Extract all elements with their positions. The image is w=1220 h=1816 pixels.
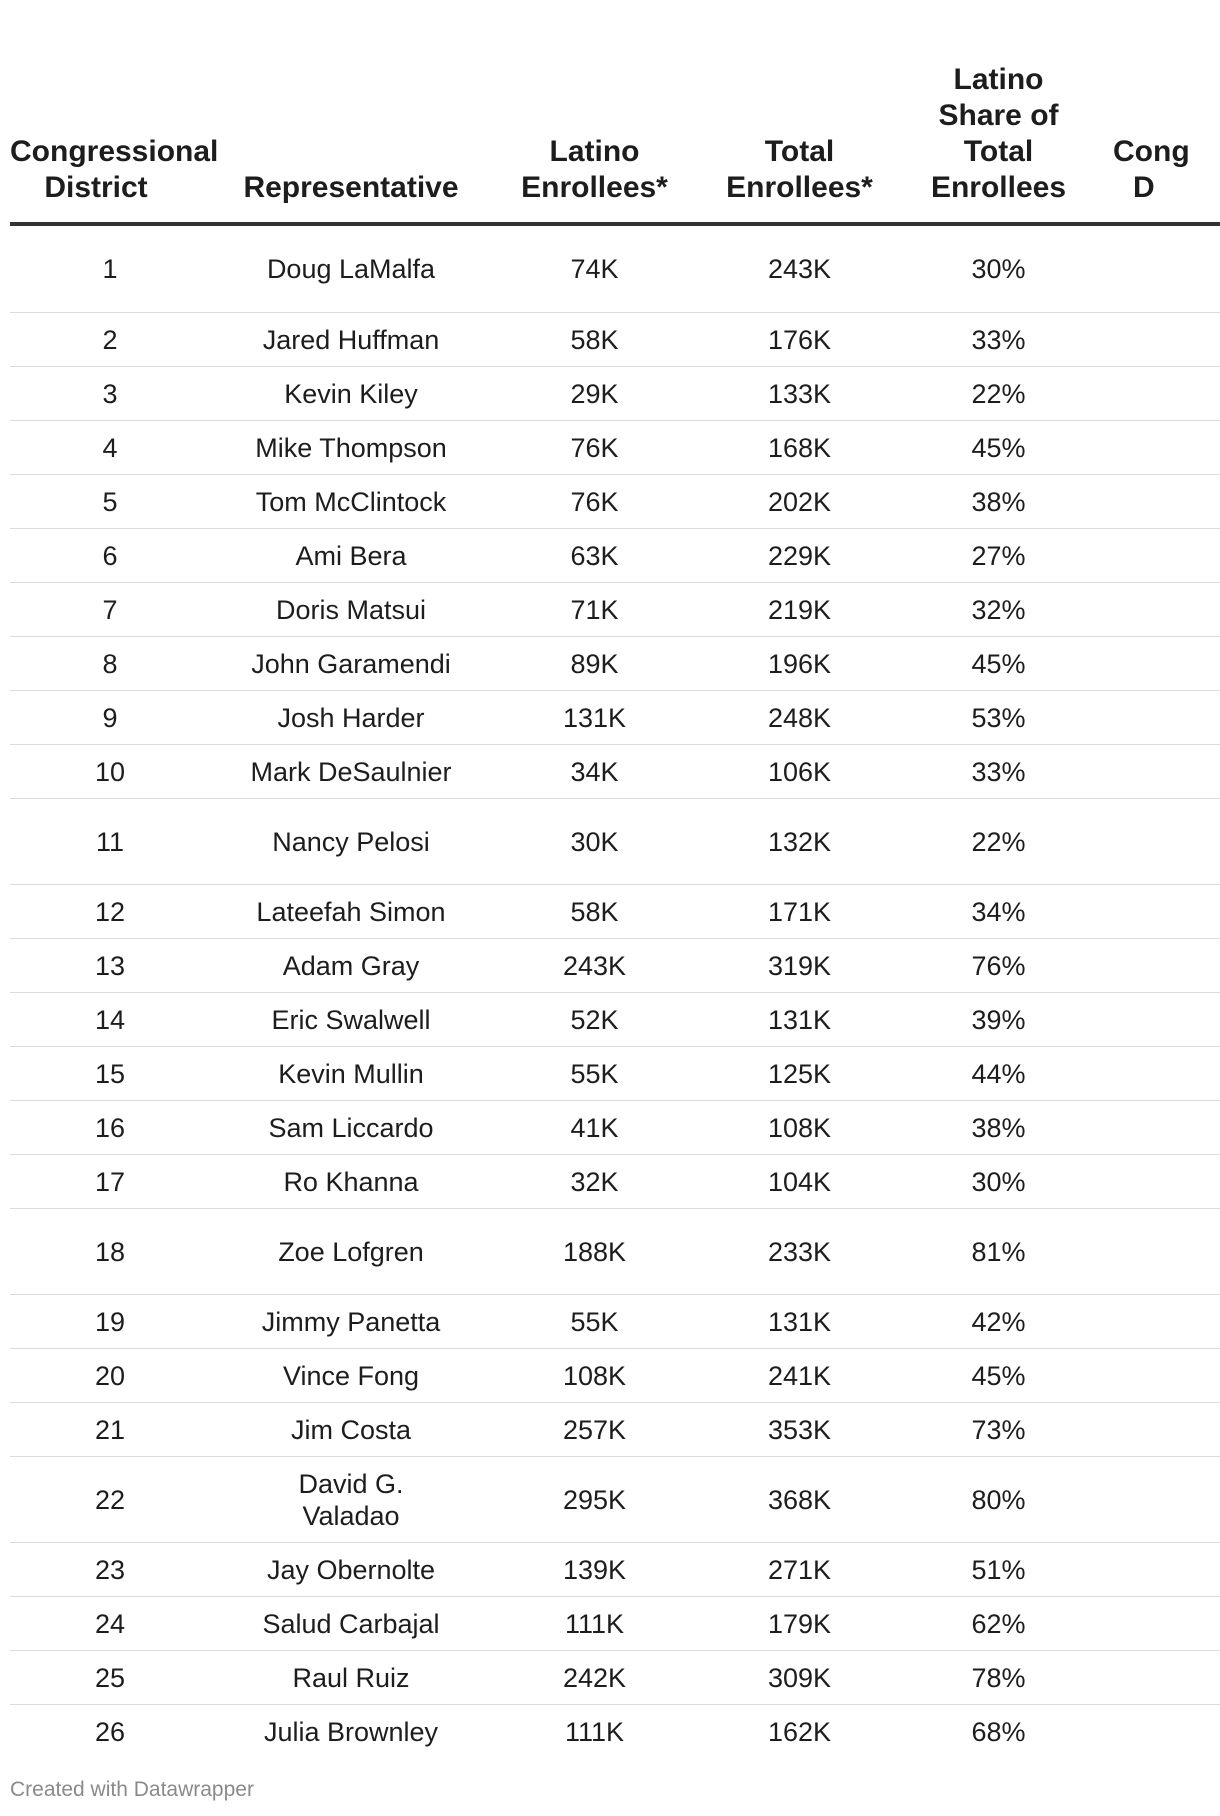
cell-next-partial xyxy=(1095,637,1220,691)
cell-next-partial xyxy=(1095,367,1220,421)
cell-district: 8 xyxy=(10,637,210,691)
table-row xyxy=(10,1651,1220,1705)
table-row xyxy=(10,1349,1220,1403)
cell-latino-share: 33% xyxy=(902,745,1095,799)
cell-next-partial xyxy=(1095,529,1220,583)
header-row xyxy=(10,0,1220,224)
cell-latino-share: 44% xyxy=(902,1047,1095,1101)
table-row xyxy=(10,885,1220,939)
cell-total-enrollees: 271K xyxy=(697,1543,902,1597)
enrollment-table-container xyxy=(10,0,1220,1758)
cell-representative: Mike Thompson xyxy=(210,421,492,475)
cell-representative: Nancy Pelosi xyxy=(210,799,492,885)
cell-next-partial xyxy=(1095,1209,1220,1295)
table-row xyxy=(10,939,1220,993)
cell-total-enrollees: 176K xyxy=(697,313,902,367)
cell-representative: Tom McClintock xyxy=(210,475,492,529)
table-row xyxy=(10,1209,1220,1295)
header-line: Latino xyxy=(549,135,640,168)
cell-representative: Julia Brownley xyxy=(263,1716,439,1747)
table-row xyxy=(10,745,1220,799)
cell-latino-enrollees: 29K xyxy=(492,367,697,421)
cell-district: 12 xyxy=(10,885,210,939)
header-line: Enrollees* xyxy=(521,171,668,204)
cell-next-partial xyxy=(1095,1155,1220,1209)
cell-district: 14 xyxy=(10,993,210,1047)
cell-latino-share: 76% xyxy=(902,939,1095,993)
cell-latino-enrollees: 55K xyxy=(492,1047,697,1101)
cell-representative: Josh Harder xyxy=(210,691,492,745)
cell-district: 3 xyxy=(10,367,210,421)
cell-latino-share: 32% xyxy=(902,583,1095,637)
cell-total-enrollees: 162K xyxy=(767,1716,832,1747)
header-line: Total xyxy=(963,135,1034,168)
cell-latino-enrollees: 257K xyxy=(492,1403,697,1457)
cell-total-enrollees: 131K xyxy=(697,1295,902,1349)
cell-total-enrollees: 133K xyxy=(697,367,902,421)
header-line: Latino xyxy=(953,63,1044,96)
table-row xyxy=(10,529,1220,583)
table-row xyxy=(10,224,1220,313)
cell-latino-enrollees: 30K xyxy=(492,799,697,885)
cell-next-partial xyxy=(1095,313,1220,367)
table-row xyxy=(10,1457,1220,1543)
cell-next-partial xyxy=(1095,1101,1220,1155)
cell-next-partial xyxy=(1095,1295,1220,1349)
cell-total-enrollees: 168K xyxy=(697,421,902,475)
cell-next-partial xyxy=(1095,993,1220,1047)
table-body xyxy=(10,224,1220,1758)
cell-representative: Kevin Mullin xyxy=(210,1047,492,1101)
cell-district: 19 xyxy=(10,1295,210,1349)
cell-latino-enrollees: 41K xyxy=(492,1101,697,1155)
cell-latino-enrollees: 76K xyxy=(492,421,697,475)
header-line: Enrollees xyxy=(930,171,1067,204)
cell-latino-share: 42% xyxy=(902,1295,1095,1349)
cell-latino-share: 51% xyxy=(902,1543,1095,1597)
table-row xyxy=(10,421,1220,475)
cell-total-enrollees: 131K xyxy=(697,993,902,1047)
cell-latino-enrollees: 63K xyxy=(492,529,697,583)
cell-representative: John Garamendi xyxy=(210,637,492,691)
cell-district: 13 xyxy=(10,939,210,993)
cell-latino-share: 45% xyxy=(902,1349,1095,1403)
cell-latino-enrollees: 58K xyxy=(492,313,697,367)
table-row xyxy=(10,1295,1220,1349)
cell-district: 22 xyxy=(10,1457,210,1543)
cell-next-partial xyxy=(1095,1349,1220,1403)
cell-district: 10 xyxy=(10,745,210,799)
cell-latino-enrollees: 55K xyxy=(492,1295,697,1349)
cell-latino-enrollees: 131K xyxy=(492,691,697,745)
table-row xyxy=(10,1403,1220,1457)
cell-district: 24 xyxy=(10,1597,210,1651)
cell-representative: Kevin Kiley xyxy=(210,367,492,421)
cell-latino-enrollees: 89K xyxy=(492,637,697,691)
cell-latino-enrollees: 76K xyxy=(492,475,697,529)
cell-total-enrollees: 104K xyxy=(697,1155,902,1209)
column-header-representative[interactable] xyxy=(210,0,492,224)
cell-total-enrollees: 125K xyxy=(697,1047,902,1101)
table-row xyxy=(10,313,1220,367)
cell-representative: Doris Matsui xyxy=(210,583,492,637)
cell-next-partial xyxy=(1095,1651,1220,1705)
cell-representative: Ami Bera xyxy=(210,529,492,583)
cell-district: 16 xyxy=(10,1101,210,1155)
cell-representative: Raul Ruiz xyxy=(210,1651,492,1705)
cell-latino-share: 30% xyxy=(902,1155,1095,1209)
table-row xyxy=(10,475,1220,529)
cell-total-enrollees: 106K xyxy=(697,745,902,799)
cell-total-enrollees: 353K xyxy=(697,1403,902,1457)
cell-district: 23 xyxy=(10,1543,210,1597)
cell-next-partial xyxy=(1095,421,1220,475)
cell-latino-enrollees: 71K xyxy=(492,583,697,637)
cell-representative: Mark DeSaulnier xyxy=(210,745,492,799)
cell-next-partial xyxy=(1095,1597,1220,1651)
cell-district: 9 xyxy=(10,691,210,745)
cell-district: 4 xyxy=(10,421,210,475)
cell-next-partial xyxy=(1095,1047,1220,1101)
table-row xyxy=(10,637,1220,691)
table-row xyxy=(10,993,1220,1047)
cell-total-enrollees: 171K xyxy=(697,885,902,939)
cell-representative: Adam Gray xyxy=(210,939,492,993)
table-row xyxy=(10,1101,1220,1155)
cell-latino-enrollees: 295K xyxy=(492,1457,697,1543)
cell-latino-share: 81% xyxy=(902,1209,1095,1295)
cell-next-partial xyxy=(1095,1457,1220,1543)
cell-total-enrollees: 132K xyxy=(697,799,902,885)
cell-latino-enrollees: 58K xyxy=(492,885,697,939)
header-line: Share of xyxy=(938,99,1059,132)
header-line: Total xyxy=(764,135,835,168)
cell-district: 25 xyxy=(10,1651,210,1705)
cell-district: 20 xyxy=(10,1349,210,1403)
cell-representative: Sam Liccardo xyxy=(210,1101,492,1155)
header-line: Representative xyxy=(243,171,459,204)
cell-total-enrollees: 229K xyxy=(697,529,902,583)
cell-total-enrollees: 196K xyxy=(697,637,902,691)
cell-district: 6 xyxy=(10,529,210,583)
cell-total-enrollees: 108K xyxy=(697,1101,902,1155)
cell-representative: Salud Carbajal xyxy=(210,1597,492,1651)
column-header-next-partial[interactable] xyxy=(1095,0,1220,224)
cell-latino-share: 30% xyxy=(902,224,1095,313)
cell-latino-share: 68% xyxy=(971,1716,1026,1747)
cell-latino-enrollees: 111K xyxy=(492,1597,697,1651)
cell-latino-enrollees: 52K xyxy=(492,993,697,1047)
cell-next-partial xyxy=(1095,1705,1220,1759)
cell-latino-enrollees: 243K xyxy=(492,939,697,993)
cell-latino-share: 73% xyxy=(902,1403,1095,1457)
cell-latino-enrollees: 139K xyxy=(492,1543,697,1597)
cell-latino-share: 78% xyxy=(902,1651,1095,1705)
cell-representative: Ro Khanna xyxy=(210,1155,492,1209)
cell-district: 5 xyxy=(10,475,210,529)
cell-next-partial xyxy=(1095,583,1220,637)
table-row xyxy=(10,691,1220,745)
cell-total-enrollees: 233K xyxy=(697,1209,902,1295)
cell-representative: Zoe Lofgren xyxy=(210,1209,492,1295)
cell-latino-enrollees: 108K xyxy=(492,1349,697,1403)
cell-latino-share: 62% xyxy=(902,1597,1095,1651)
cell-representative: Doug LaMalfa xyxy=(210,224,492,313)
cell-latino-share: 27% xyxy=(902,529,1095,583)
cell-total-enrollees: 248K xyxy=(697,691,902,745)
cell-latino-share: 33% xyxy=(902,313,1095,367)
cell-latino-share: 34% xyxy=(902,885,1095,939)
cell-district: 26 xyxy=(94,1716,126,1747)
cell-latino-share: 45% xyxy=(902,421,1095,475)
column-header-total-enrollees[interactable] xyxy=(697,0,902,224)
cell-district: 11 xyxy=(10,799,210,885)
cell-next-partial xyxy=(1095,475,1220,529)
cell-total-enrollees: 241K xyxy=(697,1349,902,1403)
cell-latino-enrollees: 74K xyxy=(492,224,697,313)
cell-next-partial xyxy=(1095,939,1220,993)
cell-representative: Vince Fong xyxy=(210,1349,492,1403)
cell-representative: Jimmy Panetta xyxy=(210,1295,492,1349)
header-line: D xyxy=(1133,171,1155,204)
cell-district: 15 xyxy=(10,1047,210,1101)
cell-representative: David G. Valadao xyxy=(210,1457,492,1543)
cell-next-partial xyxy=(1095,745,1220,799)
header-line: Cong xyxy=(1113,135,1190,168)
cell-total-enrollees: 202K xyxy=(697,475,902,529)
cell-next-partial xyxy=(1095,799,1220,885)
column-header-latino-enrollees[interactable] xyxy=(492,0,697,224)
cell-district: 21 xyxy=(10,1403,210,1457)
cell-latino-share: 39% xyxy=(902,993,1095,1047)
cell-latino-share: 53% xyxy=(902,691,1095,745)
cell-latino-share: 22% xyxy=(902,799,1095,885)
cell-total-enrollees: 309K xyxy=(697,1651,902,1705)
cell-district: 18 xyxy=(10,1209,210,1295)
column-header-district[interactable] xyxy=(10,0,219,224)
cell-district: 1 xyxy=(10,224,210,313)
table-row xyxy=(10,367,1220,421)
datawrapper-credit[interactable]: Created with Datawrapper xyxy=(10,1778,254,1801)
cell-representative: Lateefah Simon xyxy=(210,885,492,939)
cell-next-partial xyxy=(1095,224,1220,313)
column-header-latino-share[interactable] xyxy=(902,0,1095,224)
cell-next-partial xyxy=(1095,691,1220,745)
header-line: District xyxy=(44,171,148,204)
cell-next-partial xyxy=(1095,1403,1220,1457)
cell-total-enrollees: 219K xyxy=(697,583,902,637)
cell-representative: Jim Costa xyxy=(210,1403,492,1457)
cell-next-partial xyxy=(1095,885,1220,939)
cell-next-partial xyxy=(1095,1543,1220,1597)
enrollment-table xyxy=(10,0,1220,1758)
cell-representative: Jay Obernolte xyxy=(210,1543,492,1597)
cell-total-enrollees: 179K xyxy=(697,1597,902,1651)
table-header xyxy=(10,0,1220,224)
header-line: Enrollees* xyxy=(726,171,873,204)
cell-representative: Jared Huffman xyxy=(210,313,492,367)
cell-total-enrollees: 368K xyxy=(697,1457,902,1543)
cell-total-enrollees: 319K xyxy=(697,939,902,993)
cell-district: 7 xyxy=(10,583,210,637)
table-row xyxy=(10,1543,1220,1597)
cell-latino-enrollees: 32K xyxy=(492,1155,697,1209)
cell-representative: Eric Swalwell xyxy=(210,993,492,1047)
cell-latino-share: 22% xyxy=(902,367,1095,421)
cell-district: 2 xyxy=(10,313,210,367)
cell-latino-share: 80% xyxy=(902,1457,1095,1543)
cell-latino-enrollees: 34K xyxy=(492,745,697,799)
cell-latino-enrollees: 188K xyxy=(492,1209,697,1295)
cell-latino-share: 45% xyxy=(902,637,1095,691)
table-row xyxy=(10,799,1220,885)
table-row xyxy=(10,583,1220,637)
table-row xyxy=(10,1155,1220,1209)
cell-district: 17 xyxy=(10,1155,210,1209)
cell-latino-share: 38% xyxy=(902,1101,1095,1155)
table-row xyxy=(10,1047,1220,1101)
table-row xyxy=(10,1705,1220,1759)
header-line: Congressional xyxy=(10,135,219,168)
table-row xyxy=(10,1597,1220,1651)
cell-latino-enrollees: 111K xyxy=(564,1716,625,1747)
cell-latino-enrollees: 242K xyxy=(492,1651,697,1705)
cell-latino-share: 38% xyxy=(902,475,1095,529)
cell-total-enrollees: 243K xyxy=(697,224,902,313)
